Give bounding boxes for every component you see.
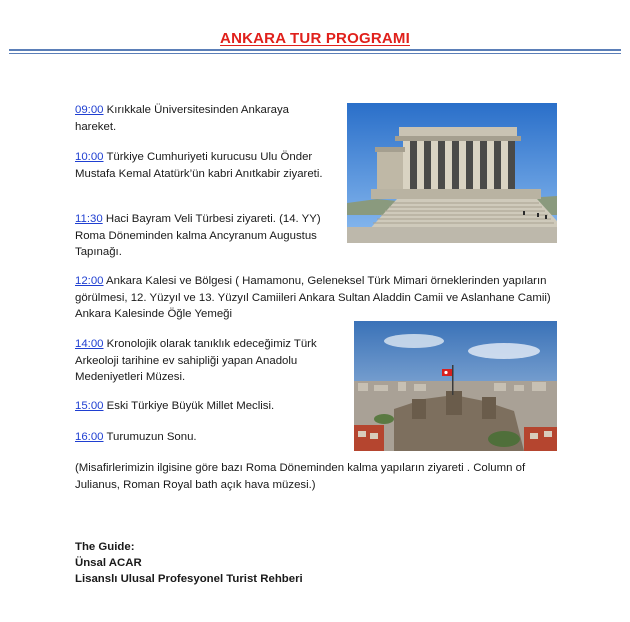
itinerary-item <box>75 149 323 182</box>
header-divider <box>9 49 621 51</box>
guide-role: Lisanslı Ulusal Profesyonel Turist Rehberi <box>75 573 303 585</box>
time-link[interactable]: 11:30 <box>75 213 103 225</box>
item-text: görülmesi, 12. Yüzyıl ve 13. Yüzyıl Camiileri Ankara Sultan Aladdin Camii ve Aslanhane Camii) <box>75 291 551 304</box>
item-text: Türkiye Cumhuriyeti kurucusu Ulu Önder <box>103 151 313 163</box>
ankara-castle-photo <box>354 321 557 451</box>
note-text: Julianus, Roman Royal bath açık hava müzesi.) <box>75 478 316 491</box>
item-text: Arkeoloji tarihine ev sahipliği yapan Anadolu <box>75 354 298 367</box>
time-link[interactable]: 09:00 <box>75 104 104 116</box>
item-text: Mustafa Kemal Atatürk’ün kabri Anıtkabir ziyareti. <box>75 167 323 180</box>
item-text: Haci Bayram Veli Türbesi ziyareti. (14. YY) <box>102 213 321 225</box>
itinerary-item <box>75 102 289 135</box>
itinerary-item <box>75 398 274 415</box>
guide-heading: The Guide: <box>75 541 135 553</box>
time-link[interactable]: 10:00 <box>75 151 104 163</box>
time-link[interactable]: 12:00 <box>75 275 104 287</box>
item-text: Tapınağı. <box>75 246 122 258</box>
itinerary-item <box>75 273 551 323</box>
page-title: ANKARA TUR PROGRAMI <box>220 30 410 47</box>
time-link[interactable]: 16:00 <box>75 431 104 443</box>
time-link[interactable]: 14:00 <box>75 338 104 350</box>
header-divider-thin <box>9 53 621 54</box>
guide-name: Ünsal ACAR <box>75 557 142 569</box>
note-paragraph <box>75 460 525 493</box>
itinerary-item <box>75 211 321 261</box>
item-text: Medeniyetleri Müzesi. <box>75 371 186 383</box>
item-text: Ankara Kalesinde Öğle Yemeği <box>75 308 233 320</box>
item-text: Eski Türkiye Büyük Millet Meclisi. <box>103 400 275 412</box>
item-text: Roma Döneminden kalma Ancyranum Augustus <box>75 229 317 242</box>
note-text: (Misafirlerimizin ilgisine göre bazı Roma Döneminden kalma yapıların ziyareti . Column of <box>75 462 526 474</box>
itinerary-item <box>75 336 317 386</box>
itinerary-item <box>75 429 197 446</box>
item-text: hareket. <box>75 120 117 133</box>
guide-block <box>75 539 303 587</box>
time-link[interactable]: 15:00 <box>75 400 104 412</box>
item-text: Ankara Kalesi ve Bölgesi ( Hamamonu, Geleneksel Türk Mimari örneklerinden yapıların <box>103 275 547 287</box>
item-text: Kronolojik olarak tanıklık edeceğimiz Türk <box>103 338 317 350</box>
anitkabir-photo <box>347 103 557 243</box>
item-text: Turumuzun Sonu. <box>103 431 197 443</box>
item-text: Kırıkkale Üniversitesinden Ankaraya <box>103 104 290 116</box>
